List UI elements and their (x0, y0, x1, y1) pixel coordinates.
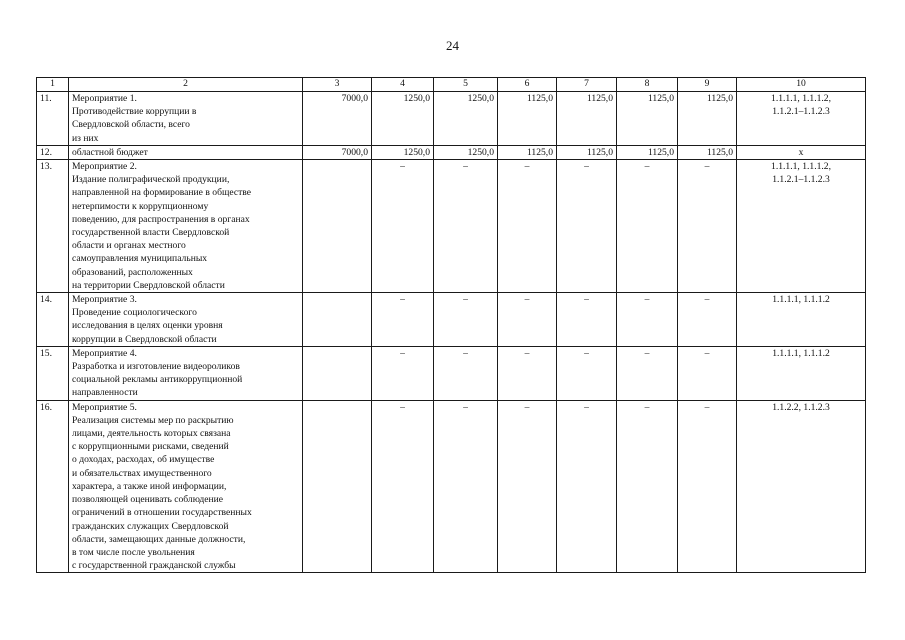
funding-value-cell: 1125,0 (557, 92, 617, 146)
funding-value-cell: – (498, 346, 557, 400)
measure-name-line: Мероприятие 5. (72, 401, 137, 413)
measure-name-cell (69, 92, 303, 146)
measure-name-line: нетерпимости к коррупционному (72, 200, 209, 212)
funding-value-cell: 1250,0 (372, 145, 434, 159)
target-indicators-cell (737, 92, 866, 146)
funding-value-cell: – (617, 160, 678, 293)
column-header: 7 (557, 78, 617, 92)
funding-value-cell: 1125,0 (617, 92, 678, 146)
funding-value-cell: 1250,0 (434, 145, 498, 159)
target-indicator-line: 1.1.1.1, 1.1.1.2 (772, 347, 830, 359)
target-indicators-cell (737, 160, 866, 293)
measure-name-line: направленности (72, 387, 138, 399)
column-header: 5 (434, 78, 498, 92)
funding-value-cell: – (557, 293, 617, 347)
funding-value-cell: – (678, 160, 737, 293)
column-header: 3 (303, 78, 372, 92)
row-number: 13. (37, 160, 69, 293)
measure-name-line: и обязательствах имущественного (72, 467, 212, 479)
funding-value-cell: 1125,0 (557, 145, 617, 159)
measure-name-line: социальной рекламы антикоррупционной (72, 374, 243, 386)
target-indicator-line: 1.1.2.2, 1.1.2.3 (772, 401, 830, 413)
column-header: 4 (372, 78, 434, 92)
measure-name-line: характера, а также иной информации, (72, 480, 227, 492)
target-indicator-line: 1.1.2.1–1.1.2.3 (772, 106, 830, 118)
funding-value-cell: – (434, 346, 498, 400)
funding-value-cell: – (372, 160, 434, 293)
funding-value-cell (303, 346, 372, 400)
measure-name-line: самоуправления муниципальных (72, 253, 208, 265)
measure-name-line: области, замещающих данные должности, (72, 533, 246, 545)
funding-value-cell (303, 400, 372, 573)
target-indicator-line: 1.1.1.1, 1.1.1.2, (771, 161, 831, 173)
target-indicator-line: х (798, 146, 804, 158)
measure-name-line: ограничений в отношении государственных (72, 507, 252, 519)
funding-value-cell: – (498, 160, 557, 293)
row-number: 11. (37, 92, 69, 146)
column-header: 10 (737, 78, 866, 92)
measure-name-line: коррупции в Свердловской области (72, 333, 217, 345)
funding-value-cell: 1125,0 (678, 92, 737, 146)
measure-name-line: с коррупционными рисками, сведений (72, 441, 229, 453)
target-indicator-line: 1.1.2.1–1.1.2.3 (772, 174, 830, 186)
measure-name-line: Реализация системы мер по раскрытию (72, 414, 234, 426)
row-number: 12. (37, 145, 69, 159)
funding-value-cell: – (678, 293, 737, 347)
funding-value-cell: – (498, 400, 557, 573)
target-indicator-line: 1.1.1.1, 1.1.1.2 (772, 294, 830, 306)
funding-value-cell (303, 293, 372, 347)
measure-name-line: в том числе после увольнения (72, 546, 195, 558)
row-number: 15. (37, 346, 69, 400)
measure-name-line: Свердловской области, всего (72, 119, 190, 131)
target-indicator-line: 1.1.1.1, 1.1.1.2, (771, 93, 831, 104)
measure-name-cell (69, 346, 303, 400)
funding-value-cell: – (372, 400, 434, 573)
measure-name-line: Мероприятие 1. (72, 93, 137, 104)
measure-name-line: Издание полиграфической продукции, (72, 174, 230, 186)
measure-name-line: исследования в целях оценки уровня (72, 320, 223, 332)
measure-name-line: поведению, для распространения в органах (72, 213, 250, 225)
funding-value-cell: 7000,0 (303, 145, 372, 159)
measure-name-cell (69, 400, 303, 573)
measure-name-cell (69, 160, 303, 293)
funding-value-cell: 7000,0 (303, 92, 372, 146)
funding-value-cell: 1250,0 (434, 92, 498, 146)
page-number: 24 (446, 38, 459, 53)
target-indicators-cell (737, 145, 866, 159)
measure-name-line: Противодействие коррупции в (72, 106, 197, 118)
measure-name-line: позволяющей оценивать соблюдение (72, 494, 224, 506)
column-header: 2 (69, 78, 303, 92)
funding-value-cell: 1125,0 (498, 145, 557, 159)
measure-name-line: на территории Свердловской области (72, 279, 225, 291)
funding-value-cell: – (434, 293, 498, 347)
funding-value-cell: 1125,0 (498, 92, 557, 146)
table-row (37, 293, 866, 347)
funding-value-cell: – (678, 400, 737, 573)
funding-value-cell: – (372, 293, 434, 347)
measure-name-line: направленной на формирование в обществе (72, 187, 252, 199)
measure-name-line: образований, расположенных (72, 266, 193, 278)
funding-value-cell: 1125,0 (617, 145, 678, 159)
measures-table (36, 77, 866, 573)
column-header: 6 (498, 78, 557, 92)
measure-name-line: государственной власти Свердловской (72, 227, 230, 239)
table-header-row (37, 78, 866, 92)
measure-name-line: из них (72, 132, 99, 144)
measure-name-line: Мероприятие 4. (72, 347, 137, 359)
measure-name-line: лицами, деятельность которых связана (72, 428, 231, 440)
table-row (37, 145, 866, 159)
measure-name-line: о доходах, расходах, об имуществе (72, 454, 215, 466)
measure-name-line: области и органах местного (72, 240, 186, 252)
funding-value-cell: – (617, 400, 678, 573)
funding-value-cell: – (434, 400, 498, 573)
measure-name-cell (69, 145, 303, 159)
funding-value-cell (303, 160, 372, 293)
funding-value-cell: 1250,0 (372, 92, 434, 146)
funding-value-cell: 1125,0 (678, 145, 737, 159)
measure-name-line: областной бюджет (72, 146, 148, 158)
table-row (37, 92, 866, 146)
column-header: 8 (617, 78, 678, 92)
table-row (37, 400, 866, 573)
target-indicators-cell (737, 293, 866, 347)
column-header: 1 (37, 78, 69, 92)
table-row (37, 346, 866, 400)
funding-value-cell: – (678, 346, 737, 400)
funding-value-cell: – (372, 346, 434, 400)
measure-name-cell (69, 293, 303, 347)
funding-value-cell: – (498, 293, 557, 347)
row-number: 16. (37, 400, 69, 573)
table-row (37, 160, 866, 293)
measure-name-line: Разработка и изготовление видеороликов (72, 361, 240, 373)
funding-value-cell: – (434, 160, 498, 293)
funding-value-cell: – (617, 293, 678, 347)
target-indicators-cell (737, 346, 866, 400)
measure-name-line: гражданских служащих Свердловской (72, 520, 229, 532)
measure-name-line: Проведение социологического (72, 307, 197, 319)
column-header: 9 (678, 78, 737, 92)
measure-name-line: с государственной гражданской службы (72, 560, 236, 572)
measure-name-line: Мероприятие 2. (72, 161, 137, 173)
funding-value-cell: – (557, 160, 617, 293)
target-indicators-cell (737, 400, 866, 573)
funding-value-cell: – (617, 346, 678, 400)
row-number: 14. (37, 293, 69, 347)
funding-value-cell: – (557, 400, 617, 573)
measure-name-line: Мероприятие 3. (72, 294, 137, 306)
funding-value-cell: – (557, 346, 617, 400)
